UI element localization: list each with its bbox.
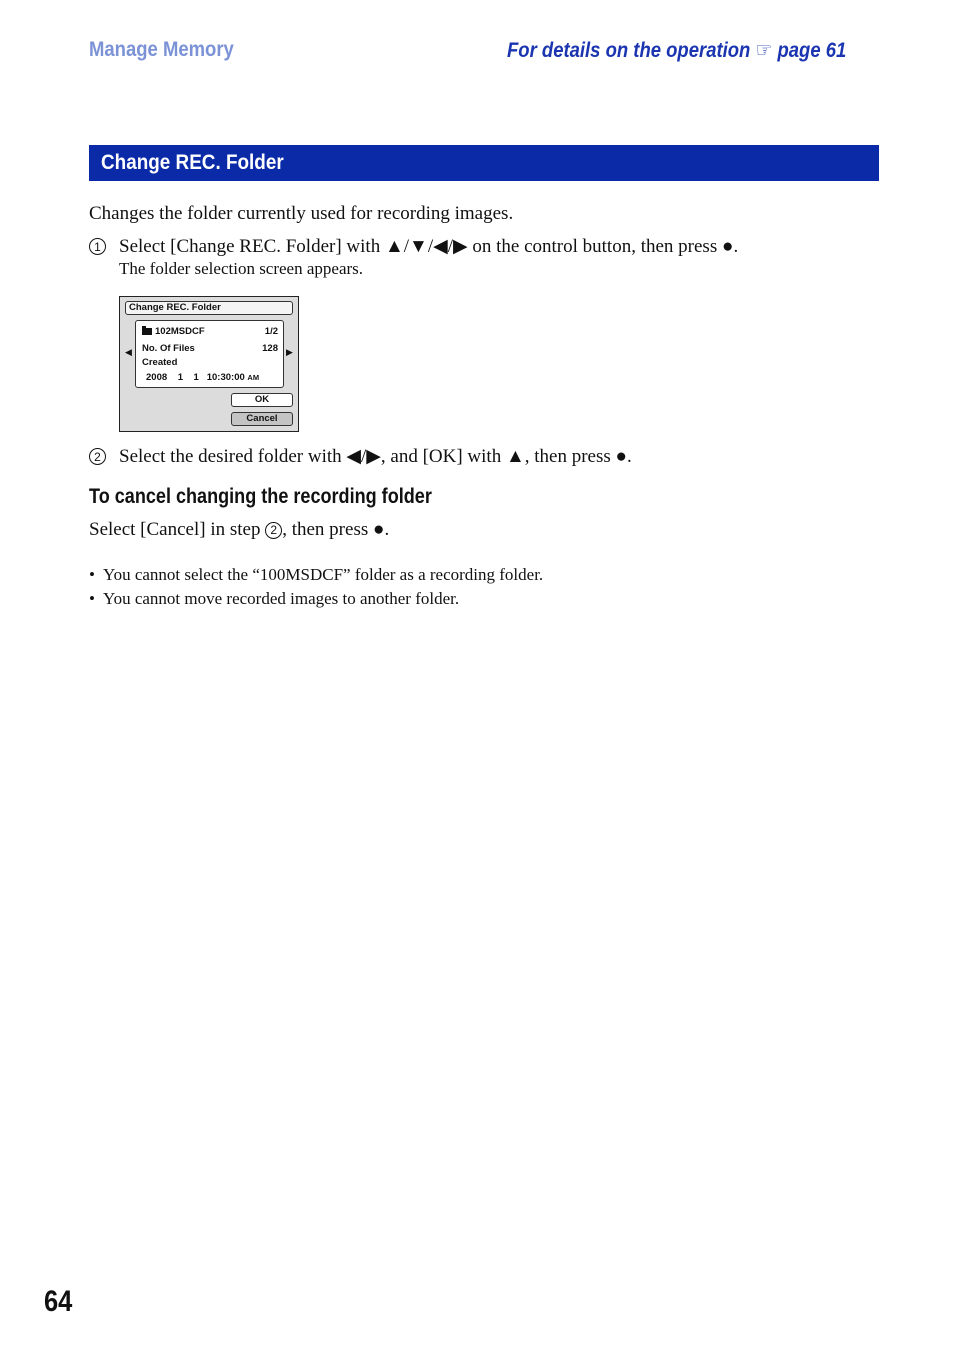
note-bullet: •	[89, 565, 95, 584]
ok-button: OK	[231, 393, 293, 407]
created-value: 2008 1 1 10:30:00	[146, 372, 245, 383]
folder-info-panel	[135, 320, 284, 388]
folder-page: 1/2	[264, 326, 278, 337]
pointing-hand-icon: ☞	[755, 39, 773, 62]
header-reference-page: page 61	[777, 39, 847, 62]
header-reference-text: For details on the operation	[507, 39, 751, 62]
step-number-1: 1	[89, 238, 106, 255]
header-section-title: Manage Memory	[89, 38, 234, 61]
left-arrow-icon: ◀	[125, 347, 132, 357]
step-1-text: Select [Change REC. Folder] with ▲/▼/◀/▶ on the control button, then press ●.	[119, 236, 739, 257]
cancel-instruction	[89, 519, 389, 541]
section-title: Change REC. Folder	[101, 151, 284, 174]
cancel-heading: To cancel changing the recording folder	[89, 485, 432, 508]
screen-title: Change REC. Folder	[125, 301, 293, 315]
step-2-text: Select the desired folder with ◀/▶, and [OK] with ▲, then press ●.	[119, 446, 632, 467]
section-title-bar	[89, 145, 879, 181]
cancel-step-ref: 2	[265, 522, 282, 539]
files-count: 128	[262, 343, 278, 354]
folder-row	[142, 326, 278, 338]
section-intro: Changes the folder currently used for recording images.	[89, 203, 514, 224]
cancel-button: Cancel	[231, 412, 293, 426]
step-number-2: 2	[89, 448, 106, 465]
files-label: No. Of Files	[142, 343, 195, 354]
note-1: You cannot select the “100MSDCF” folder as a recording folder.	[103, 565, 544, 584]
folder-name: 102MSDCF	[155, 326, 205, 337]
step-1-subtext: The folder selection screen appears.	[119, 259, 364, 278]
cancel-text-before: Select [Cancel] in step	[89, 519, 261, 540]
header-page-reference	[507, 38, 846, 63]
page-number: 64	[44, 1285, 73, 1318]
created-row	[146, 372, 278, 384]
note-bullet: •	[89, 589, 95, 608]
folder-selection-screen	[119, 296, 299, 432]
note-2: You cannot move recorded images to another folder.	[103, 589, 460, 608]
files-row	[142, 343, 278, 355]
right-arrow-icon: ▶	[286, 347, 293, 357]
created-label: Created	[142, 357, 178, 368]
created-ampm: AM	[247, 373, 260, 382]
folder-icon	[142, 328, 152, 335]
cancel-text-after: , then press ●.	[282, 519, 390, 540]
